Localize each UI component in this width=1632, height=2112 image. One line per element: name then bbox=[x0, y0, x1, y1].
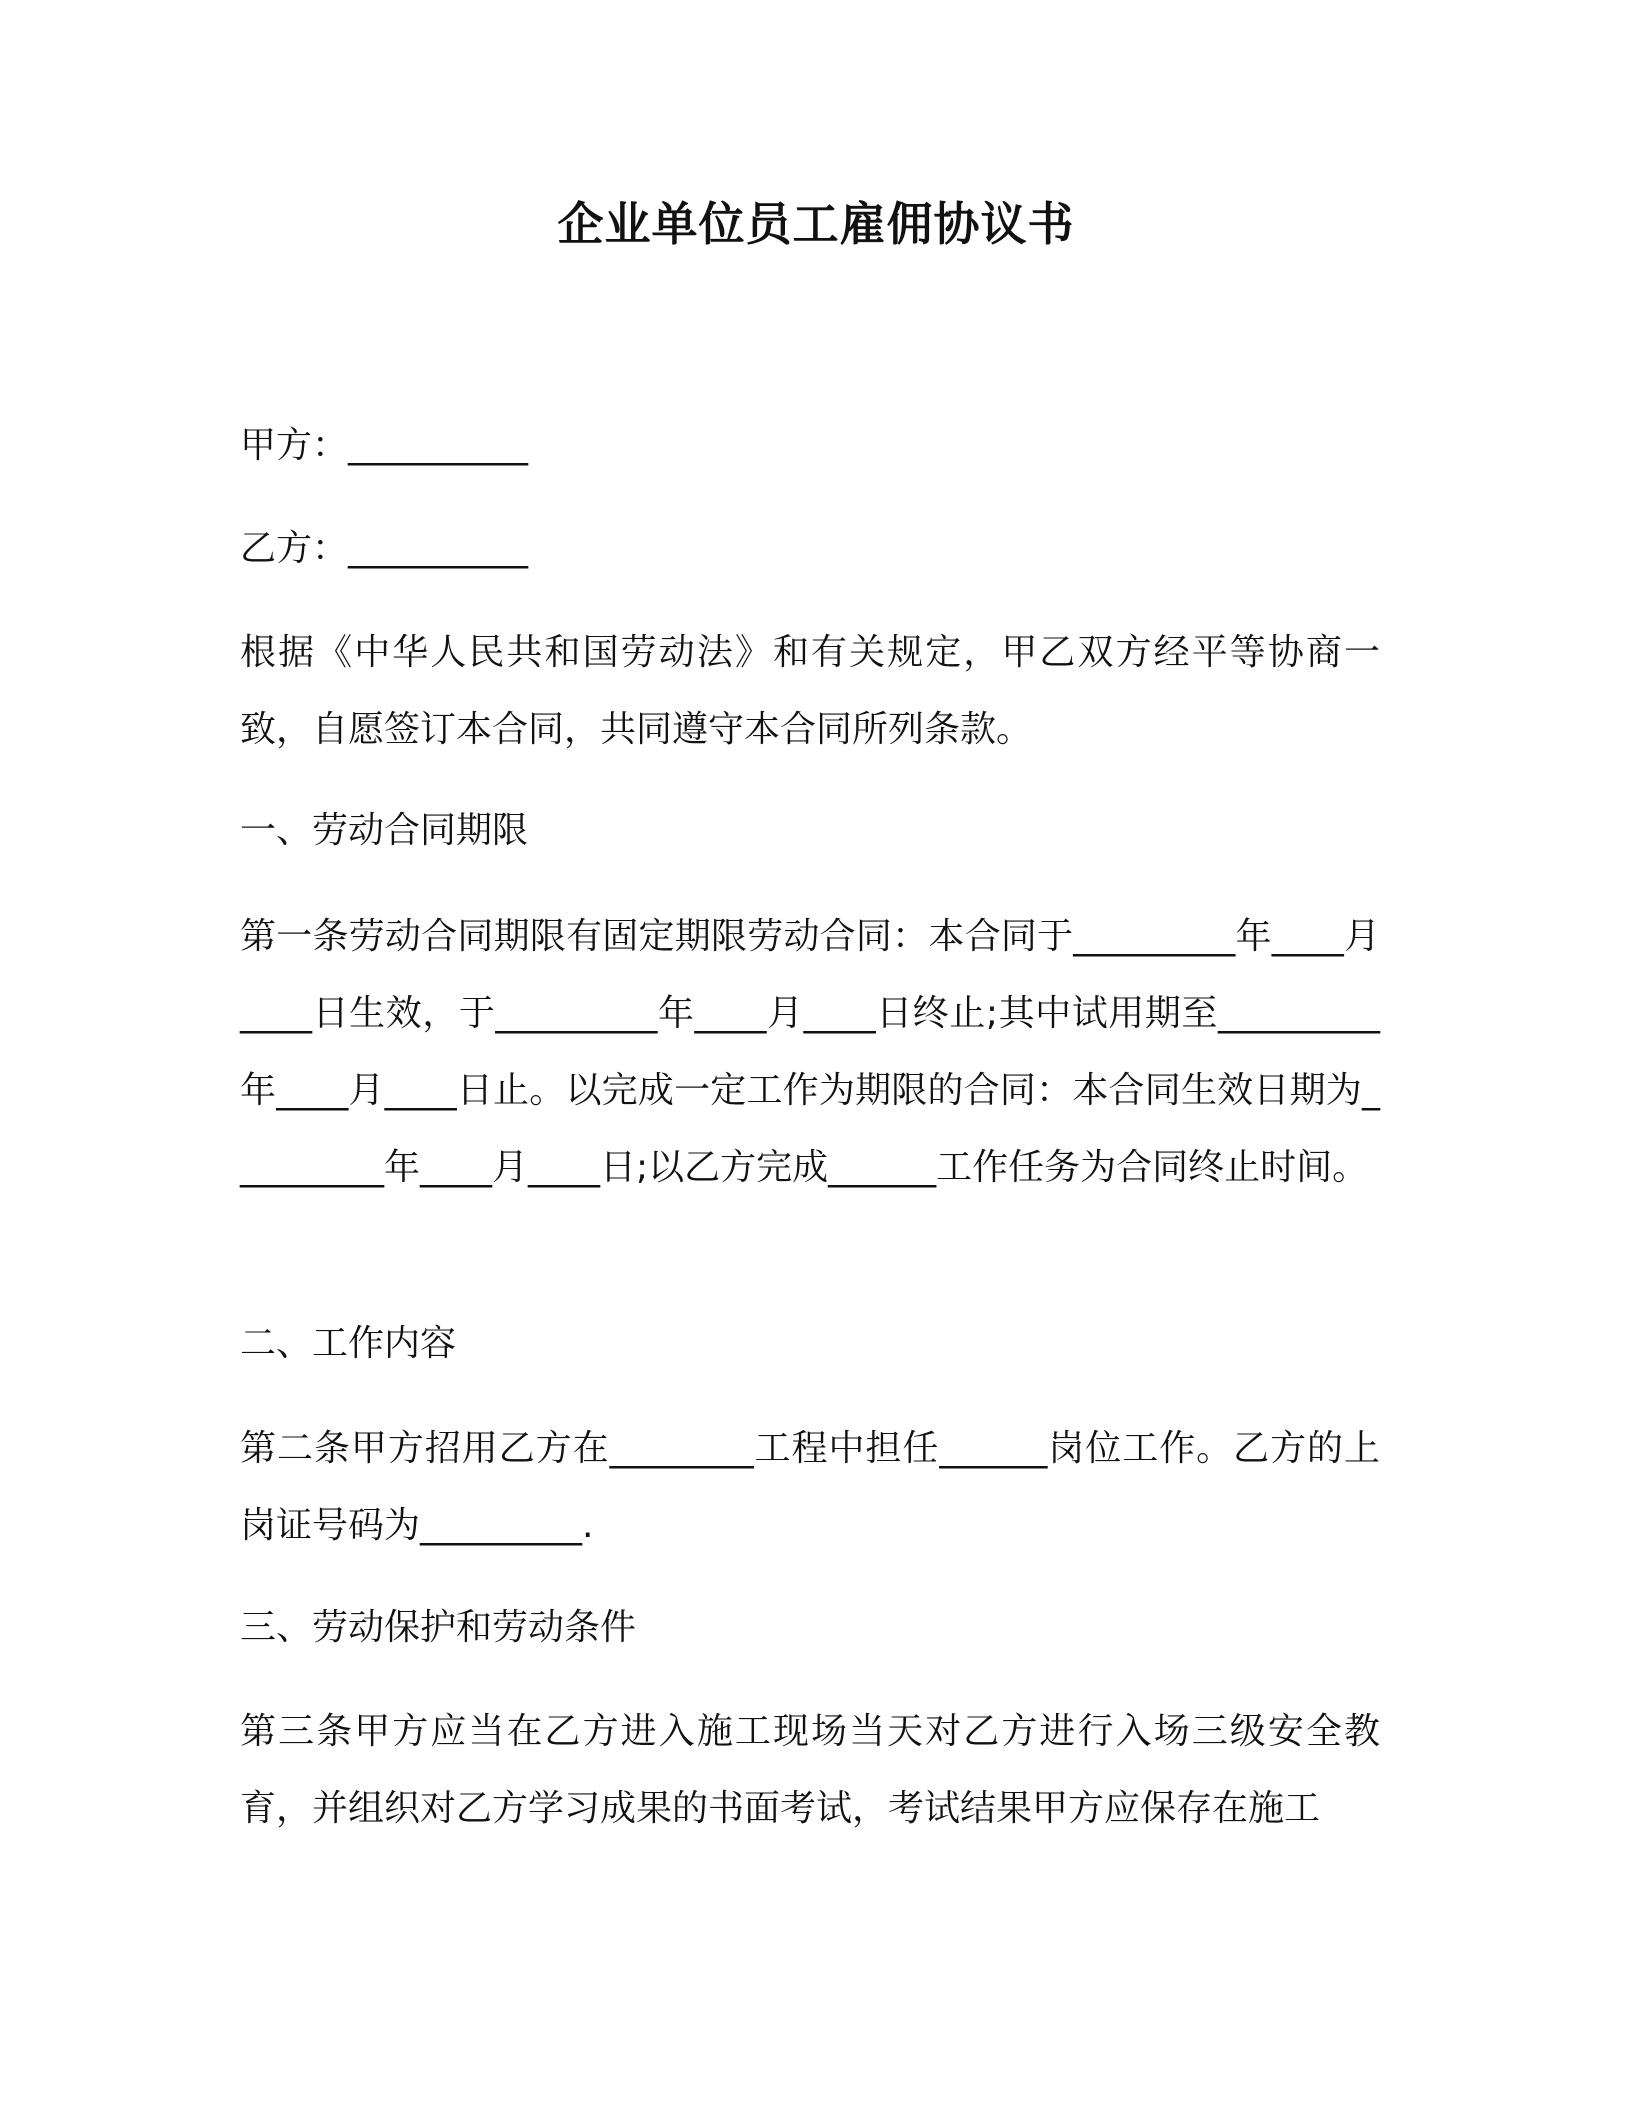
intro-paragraph: 根据《中华人民共和国劳动法》和有关规定，甲乙双方经平等协商一致，自愿签订本合同，共同遵守本合同所列条款。 bbox=[240, 632, 1380, 750]
article-1-paragraph: 第一条劳动合同期限有固定期限劳动合同：本合同于_________年____月____日生效，于_________年____月____日终止;其中试用期至_________年____月____日止。以完成一定工作为期限的合同：本合同生效日期为_________年____月____日;以乙方完成______工作任务为合同终止时间。 bbox=[240, 916, 1380, 1188]
section-heading-labor-protection: 三、劳动保护和劳动条件 bbox=[240, 1607, 637, 1648]
party-b-line: 乙方：__________ bbox=[240, 528, 529, 569]
section-heading-term: 一、劳动合同期限 bbox=[240, 810, 529, 851]
article-3-paragraph: 第三条甲方应当在乙方进入施工现场当天对乙方进行入场三级安全教育，并组织对乙方学习成果的书面考试，考试结果甲方应保存在施工 bbox=[240, 1711, 1380, 1829]
document-title: 企业单位员工雇佣协议书 bbox=[557, 197, 1075, 251]
article-2-paragraph: 第二条甲方招用乙方在________工程中担任______岗位工作。乙方的上岗证号码为_________. bbox=[240, 1428, 1380, 1546]
party-a-line: 甲方：__________ bbox=[240, 425, 529, 466]
section-heading-work-content: 二、工作内容 bbox=[240, 1323, 457, 1364]
